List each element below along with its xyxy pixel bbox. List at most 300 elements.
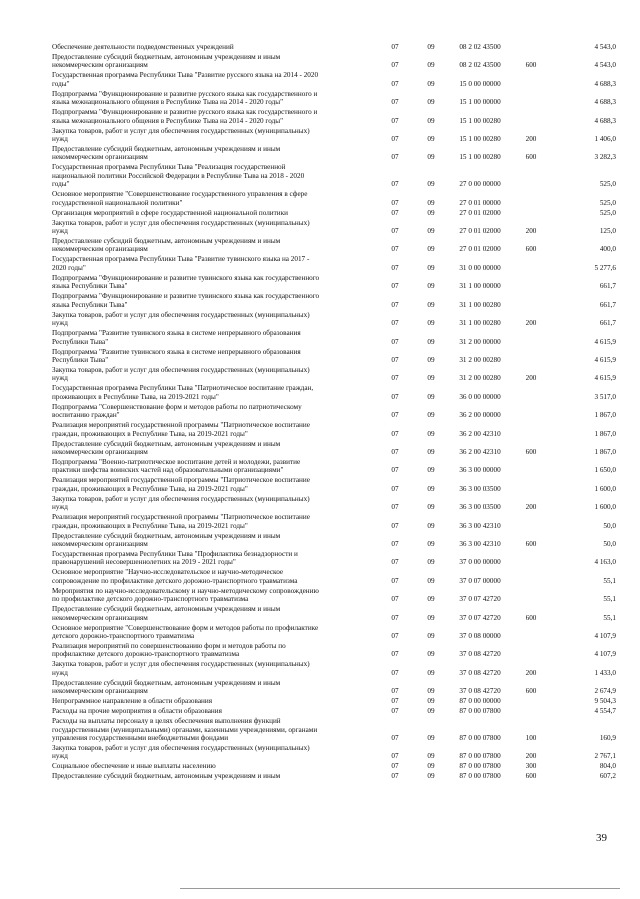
expense-type-cell: [511, 274, 551, 292]
expense-type-cell: [511, 329, 551, 347]
subsection-code-cell: 09: [427, 98, 435, 107]
target-article-cell: 31 2 00 00280: [459, 374, 501, 383]
expense-name-cell: [52, 127, 377, 145]
subsection-code-cell: 09: [427, 752, 435, 761]
amount-cell: 50,0: [603, 521, 616, 530]
subsection-code-cell: 09: [427, 697, 435, 706]
table-row: [52, 458, 616, 476]
section-code-cell: 07: [391, 337, 399, 346]
amount-cell: 55,1: [603, 613, 616, 622]
expense-name-line: Организация мероприятий в сфере государственной национальной политики: [52, 208, 288, 217]
amount-cell: 2 767,1: [594, 752, 616, 761]
expense-name-line: граждан, проживающих в Республике Тыва, на 2019-2021 годы": [52, 429, 248, 438]
expense-name-line: языка Республики Тыва": [52, 300, 128, 309]
expense-name-line: граждан, проживающих в Республике Тыва, на 2019-2021 годы": [52, 484, 248, 493]
target-article-cell: 15 0 00 00000: [459, 79, 501, 88]
expense-name-line: Мероприятия по научно-исследовательскому и научно-методическому сопровождению: [52, 586, 319, 595]
expense-name-cell: [52, 255, 377, 273]
expense-name-line: Закупка товаров, работ и услуг для обеспечения государственных (муниципальных): [52, 218, 310, 227]
section-code-cell: 07: [391, 707, 399, 716]
subsection-code-cell: 09: [427, 558, 435, 567]
amount-cell: 400,0: [599, 245, 616, 254]
expense-name-cell: [52, 421, 377, 439]
amount-cell: 9 504,3: [594, 697, 616, 706]
amount-cell: 1 406,0: [594, 135, 616, 144]
expense-name-cell: [52, 440, 377, 458]
table-row: [52, 642, 616, 660]
target-article-cell: 87 0 00 07800: [459, 762, 501, 771]
expense-name-cell: [52, 145, 377, 163]
expense-name-cell: [52, 348, 377, 366]
subsection-code-cell: 09: [427, 227, 435, 236]
table-row: [52, 237, 616, 255]
subsection-code-cell: 09: [427, 337, 435, 346]
expense-name-line: некоммерческим организациям: [52, 613, 148, 622]
target-article-cell: 31 1 00 00280: [459, 319, 501, 328]
section-code-cell: 07: [391, 392, 399, 401]
table-row: [52, 762, 616, 772]
expense-name-cell: [52, 717, 377, 744]
section-code-cell: 07: [391, 762, 399, 771]
subsection-code-cell: 09: [427, 208, 435, 217]
amount-cell: 1 867,0: [594, 447, 616, 456]
expense-name-cell: [52, 53, 377, 71]
expense-name-line: Предоставление субсидий бюджетным, автономным учреждениям и иным: [52, 772, 281, 781]
budget-table: [52, 43, 616, 782]
subsection-code-cell: 09: [427, 153, 435, 162]
expense-name-cell: [52, 744, 377, 762]
target-article-cell: 31 2 00 00280: [459, 355, 501, 364]
amount-cell: 50,0: [603, 539, 616, 548]
subsection-code-cell: 09: [427, 245, 435, 254]
target-article-cell: 36 2 00 42310: [459, 429, 501, 438]
target-article-cell: 31 2 00 00000: [459, 337, 501, 346]
amount-cell: 1 600,0: [594, 503, 616, 512]
expense-type-cell: 600: [525, 687, 537, 696]
expense-type-cell: [511, 292, 551, 310]
expense-type-cell: 200: [525, 503, 537, 512]
section-code-cell: 07: [391, 734, 399, 743]
expense-name-cell: [52, 624, 377, 642]
expense-type-cell: [511, 550, 551, 568]
expense-name-cell: [52, 532, 377, 550]
expense-type-cell: 200: [525, 135, 537, 144]
expense-name-line: Государственная программа Республики Тыва "Патриотическое воспитание граждан,: [52, 384, 314, 393]
target-article-cell: 36 2 00 42310: [459, 447, 501, 456]
expense-name-line: профилактике детского дорожно-транспортного травматизма: [52, 650, 240, 659]
expense-name-line: Подпрограмма "Военно-патриотическое воспитание детей и молодежи, развитие: [52, 457, 301, 466]
expense-type-cell: 600: [525, 447, 537, 456]
expense-name-cell: [52, 43, 377, 53]
expense-name-cell: [52, 697, 377, 707]
target-article-cell: 87 0 00 00000: [459, 697, 501, 706]
expense-name-line: некоммерческим организациям: [52, 153, 148, 162]
expense-type-cell: 600: [525, 613, 537, 622]
section-code-cell: 07: [391, 300, 399, 309]
section-code-cell: 07: [391, 282, 399, 291]
table-row: [52, 311, 616, 329]
expense-name-line: Подпрограмма "Функционирование и развитие русского языка как государственного и: [52, 108, 318, 117]
expense-name-line: Закупка товаров, работ и услуг для обеспечения государственных (муниципальных): [52, 494, 310, 503]
expense-name-line: Основное мероприятие "Научно-исследовательское и научно-методическое: [52, 568, 284, 577]
table-row: [52, 421, 616, 439]
table-row: [52, 366, 616, 384]
expense-name-cell: [52, 108, 377, 126]
amount-cell: 661,7: [599, 300, 616, 309]
expense-name-cell: [52, 384, 377, 402]
expense-type-cell: 200: [525, 668, 537, 677]
expense-type-cell: [511, 384, 551, 402]
target-article-cell: 36 3 00 03500: [459, 484, 501, 493]
table-row: [52, 219, 616, 237]
expense-name-cell: [52, 679, 377, 697]
table-row: [52, 348, 616, 366]
target-article-cell: 36 2 00 00000: [459, 411, 501, 420]
expense-name-cell: [52, 550, 377, 568]
amount-cell: 4 688,3: [594, 116, 616, 125]
table-row: [52, 163, 616, 190]
expense-name-line: нужд: [52, 752, 68, 761]
amount-cell: 525,0: [599, 180, 616, 189]
table-row: [52, 513, 616, 531]
expense-name-line: Предоставление субсидий бюджетным, автономным учреждениям и иным: [52, 237, 281, 246]
expense-type-cell: 600: [525, 539, 537, 548]
target-article-cell: 37 0 08 42720: [459, 687, 501, 696]
expense-name-line: некоммерческим организациям: [52, 539, 148, 548]
expense-name-cell: [52, 642, 377, 660]
section-code-cell: 07: [391, 374, 399, 383]
subsection-code-cell: 09: [427, 61, 435, 70]
table-row: [52, 744, 616, 762]
amount-cell: 804,0: [599, 762, 616, 771]
expense-name-line: Закупка товаров, работ и услуг для обеспечения государственных (муниципальных): [52, 126, 310, 135]
expense-name-line: некоммерческим организациям: [52, 61, 148, 70]
expense-name-line: Предоставление субсидий бюджетным, автономным учреждениям и иным: [52, 531, 281, 540]
expense-type-cell: 200: [525, 319, 537, 328]
target-article-cell: 87 0 00 07800: [459, 772, 501, 781]
target-article-cell: 15 1 00 00280: [459, 135, 501, 144]
expense-name-line: Предоставление субсидий бюджетным, автономным учреждениям и иным: [52, 605, 281, 614]
expense-name-line: годы": [52, 79, 70, 88]
expense-type-cell: [511, 568, 551, 586]
amount-cell: 4 543,0: [594, 43, 616, 51]
expense-name-cell: [52, 90, 377, 108]
expense-type-cell: [511, 458, 551, 476]
subsection-code-cell: 09: [427, 687, 435, 696]
subsection-code-cell: 09: [427, 484, 435, 493]
expense-name-line: проживающих в Республике Тыва, на 2019-2021 годы": [52, 392, 219, 401]
expense-name-cell: [52, 274, 377, 292]
table-row: [52, 384, 616, 402]
amount-cell: 4 615,9: [594, 355, 616, 364]
table-row: [52, 550, 616, 568]
section-code-cell: 07: [391, 61, 399, 70]
subsection-code-cell: 09: [427, 263, 435, 272]
table-row: [52, 476, 616, 494]
target-article-cell: 27 0 01 02000: [459, 208, 501, 217]
amount-cell: 160,9: [599, 734, 616, 743]
table-row: [52, 679, 616, 697]
target-article-cell: 08 2 02 43500: [459, 43, 501, 51]
target-article-cell: 15 1 00 00280: [459, 153, 501, 162]
target-article-cell: 37 0 07 42720: [459, 613, 501, 622]
section-code-cell: 07: [391, 687, 399, 696]
expense-name-cell: [52, 513, 377, 531]
amount-cell: 4 554,7: [594, 707, 616, 716]
subsection-code-cell: 09: [427, 116, 435, 125]
expense-name-line: нужд: [52, 319, 68, 328]
subsection-code-cell: 09: [427, 521, 435, 530]
expense-name-line: некоммерческим организациям: [52, 245, 148, 254]
expense-type-cell: [511, 697, 551, 707]
target-article-cell: 37 0 08 42720: [459, 668, 501, 677]
expense-name-cell: [52, 587, 377, 605]
subsection-code-cell: 09: [427, 180, 435, 189]
subsection-code-cell: 09: [427, 411, 435, 420]
section-code-cell: 07: [391, 411, 399, 420]
target-article-cell: 36 3 00 42310: [459, 539, 501, 548]
expense-name-line: Государственная программа Республики Тыва "Развитие тувинского языка на 2017 -: [52, 255, 310, 264]
expense-name-line: Предоставление субсидий бюджетным, автономным учреждениям и иным: [52, 678, 281, 687]
expense-name-line: Республики Тыва": [52, 355, 109, 364]
expense-name-cell: [52, 568, 377, 586]
target-article-cell: 31 0 00 00000: [459, 263, 501, 272]
subsection-code-cell: 09: [427, 429, 435, 438]
expense-name-line: Предоставление субсидий бюджетным, автономным учреждениям и иным: [52, 145, 281, 154]
section-code-cell: 07: [391, 355, 399, 364]
expense-type-cell: 600: [525, 245, 537, 254]
expense-type-cell: 600: [525, 153, 537, 162]
expense-name-line: Государственная программа Республики Тыва "Профилактика безнадзорности и: [52, 549, 298, 558]
amount-cell: 1 867,0: [594, 411, 616, 420]
expense-name-cell: [52, 476, 377, 494]
expense-name-line: детского дорожно-транспортного травматизма: [52, 632, 195, 640]
table-row: [52, 71, 616, 89]
section-code-cell: 07: [391, 245, 399, 254]
table-row: [52, 660, 616, 678]
amount-cell: 3 282,3: [594, 153, 616, 162]
expense-name-line: годы": [52, 180, 70, 189]
section-code-cell: 07: [391, 447, 399, 456]
target-article-cell: 36 3 00 42310: [459, 521, 501, 530]
amount-cell: 5 277,6: [594, 263, 616, 272]
expense-name-line: государственной национальной политики": [52, 198, 183, 207]
expense-name-line: Государственная программа Республики Тыва "Развитие русского языка на 2014 - 2020: [52, 71, 319, 80]
amount-cell: 661,7: [599, 282, 616, 291]
expense-name-cell: [52, 707, 377, 717]
section-code-cell: 07: [391, 697, 399, 706]
table-row: [52, 440, 616, 458]
subsection-code-cell: 09: [427, 734, 435, 743]
expense-name-line: Непрограммное направление в области образования: [52, 697, 213, 706]
expense-name-line: управления государственными внебюджетными фондами: [52, 734, 229, 743]
expense-type-cell: 100: [525, 734, 537, 743]
amount-cell: 607,2: [599, 772, 616, 781]
table-row: [52, 717, 616, 744]
expense-name-line: Предоставление субсидий бюджетным, автономным учреждениям и иным: [52, 53, 281, 61]
expense-name-cell: [52, 403, 377, 421]
expense-type-cell: [511, 348, 551, 366]
expense-type-cell: [511, 707, 551, 717]
expense-name-cell: [52, 71, 377, 89]
target-article-cell: 87 0 00 07800: [459, 707, 501, 716]
table-row: [52, 292, 616, 310]
amount-cell: 4 107,9: [594, 632, 616, 640]
amount-cell: 1 600,0: [594, 484, 616, 493]
table-row: [52, 43, 616, 53]
expense-name-cell: [52, 209, 377, 219]
subsection-code-cell: 09: [427, 707, 435, 716]
expense-type-cell: [511, 71, 551, 89]
amount-cell: 4 543,0: [594, 61, 616, 70]
amount-cell: 661,7: [599, 319, 616, 328]
amount-cell: 4 688,3: [594, 79, 616, 88]
subsection-code-cell: 09: [427, 772, 435, 781]
amount-cell: 4 107,9: [594, 650, 616, 659]
section-code-cell: 07: [391, 576, 399, 585]
table-row: [52, 772, 616, 782]
target-article-cell: 15 1 00 00280: [459, 116, 501, 125]
expense-type-cell: [511, 513, 551, 531]
section-code-cell: 07: [391, 466, 399, 475]
subsection-code-cell: 09: [427, 576, 435, 585]
expense-name-line: Обеспечение деятельности подведомственных учреждений: [52, 43, 234, 51]
expense-type-cell: 600: [525, 772, 537, 781]
expense-type-cell: [511, 255, 551, 273]
amount-cell: 3 517,0: [594, 392, 616, 401]
subsection-code-cell: 09: [427, 374, 435, 383]
expense-name-line: воспитанию граждан": [52, 411, 120, 420]
table-row: [52, 605, 616, 623]
expense-type-cell: 200: [525, 374, 537, 383]
target-article-cell: 87 0 00 07800: [459, 734, 501, 743]
section-code-cell: 07: [391, 595, 399, 604]
expense-name-line: Закупка товаров, работ и услуг для обеспечения государственных (муниципальных): [52, 744, 310, 753]
table-row: [52, 697, 616, 707]
table-row: [52, 145, 616, 163]
expense-type-cell: [511, 43, 551, 53]
expense-name-line: нужд: [52, 227, 68, 236]
subsection-code-cell: 09: [427, 300, 435, 309]
expense-type-cell: [511, 403, 551, 421]
section-code-cell: 07: [391, 650, 399, 659]
expense-name-line: Основное мероприятие "Совершенствование государственного управления в сфере: [52, 190, 308, 199]
expense-name-cell: [52, 762, 377, 772]
subsection-code-cell: 09: [427, 762, 435, 771]
expense-name-line: 2020 годы": [52, 263, 86, 272]
expense-name-line: нужд: [52, 135, 68, 144]
section-code-cell: 07: [391, 503, 399, 512]
expense-name-line: национальной политики Российской Федерации в Республике Тыва на 2018 - 2020: [52, 171, 305, 180]
amount-cell: 4 615,9: [594, 337, 616, 346]
expense-type-cell: [511, 421, 551, 439]
amount-cell: 4 163,0: [594, 558, 616, 567]
expense-name-line: Подпрограмма "Функционирование и развитие тувинского языка как государственного: [52, 273, 320, 282]
subsection-code-cell: 09: [427, 447, 435, 456]
subsection-code-cell: 09: [427, 650, 435, 659]
expense-name-cell: [52, 458, 377, 476]
expense-name-line: Реализация мероприятий по совершенствованию форм и методов работы по: [52, 642, 286, 650]
target-article-cell: 37 0 08 00000: [459, 632, 501, 640]
table-row: [52, 209, 616, 219]
expense-name-line: Реализация мероприятий государственной программы "Патриотическое воспитание: [52, 513, 310, 522]
subsection-code-cell: 09: [427, 539, 435, 548]
expense-name-line: нужд: [52, 503, 68, 512]
section-code-cell: 07: [391, 208, 399, 217]
section-code-cell: 07: [391, 319, 399, 328]
target-article-cell: 36 3 00 03500: [459, 503, 501, 512]
expense-name-line: Расходы на выплаты персоналу в целях обеспечения выполнения функций: [52, 717, 281, 726]
expense-name-line: практики шефства воинских частей над образовательными организациями": [52, 466, 284, 475]
expense-type-cell: 600: [525, 61, 537, 70]
target-article-cell: 87 0 00 07800: [459, 752, 501, 761]
expense-name-cell: [52, 163, 377, 190]
target-article-cell: 08 2 02 43500: [459, 61, 501, 70]
amount-cell: 525,0: [599, 208, 616, 217]
expense-type-cell: [511, 163, 551, 190]
target-article-cell: 36 3 00 00000: [459, 466, 501, 475]
section-code-cell: 07: [391, 153, 399, 162]
expense-name-cell: [52, 329, 377, 347]
expense-type-cell: 300: [525, 762, 537, 771]
expense-type-cell: [511, 476, 551, 494]
page-number: 39: [596, 832, 607, 844]
expense-name-line: Закупка товаров, работ и услуг для обеспечения государственных (муниципальных): [52, 365, 310, 374]
expense-name-cell: [52, 605, 377, 623]
expense-name-line: Закупка товаров, работ и услуг для обеспечения государственных (муниципальных): [52, 660, 310, 669]
subsection-code-cell: 09: [427, 613, 435, 622]
expense-name-line: Подпрограмма "Функционирование и развитие русского языка как государственного и: [52, 89, 318, 98]
expense-type-cell: [511, 90, 551, 108]
subsection-code-cell: 09: [427, 198, 435, 207]
section-code-cell: 07: [391, 668, 399, 677]
expense-name-line: сопровождение по профилактике детского дорожно-транспортного травматизма: [52, 576, 298, 585]
subsection-code-cell: 09: [427, 632, 435, 640]
subsection-code-cell: 09: [427, 355, 435, 364]
table-row: [52, 495, 616, 513]
expense-name-line: Подпрограмма "Развитие тувинского языка в системе непрерывного образования: [52, 329, 301, 338]
expense-type-cell: [511, 642, 551, 660]
budget-table-body: [52, 43, 616, 782]
expense-name-line: Государственная программа Республики Тыва "Реализация государственной: [52, 163, 286, 172]
expense-name-line: Основное мероприятие "Совершенствование форм и методов работы по профилактике: [52, 623, 319, 632]
expense-name-cell: [52, 219, 377, 237]
expense-name-line: Подпрограмма "Совершенствование форм и методов работы по патриотическому: [52, 402, 302, 411]
subsection-code-cell: 09: [427, 135, 435, 144]
table-row: [52, 532, 616, 550]
expense-name-line: языка межнационального общения в Республике Тыва на 2014 - 2020 годы": [52, 98, 284, 107]
expense-name-cell: [52, 311, 377, 329]
section-code-cell: 07: [391, 613, 399, 622]
table-row: [52, 707, 616, 717]
expense-type-cell: [511, 587, 551, 605]
target-article-cell: 37 0 07 00000: [459, 576, 501, 585]
expense-name-line: Закупка товаров, работ и услуг для обеспечения государственных (муниципальных): [52, 310, 310, 319]
expense-name-cell: [52, 292, 377, 310]
section-code-cell: 07: [391, 227, 399, 236]
target-article-cell: 37 0 00 00000: [459, 558, 501, 567]
expense-name-line: нужд: [52, 374, 68, 383]
table-row: [52, 127, 616, 145]
target-article-cell: 27 0 01 00000: [459, 198, 501, 207]
subsection-code-cell: 09: [427, 503, 435, 512]
bottom-rule: [180, 888, 620, 889]
expense-name-cell: [52, 772, 377, 782]
subsection-code-cell: 09: [427, 43, 435, 51]
expense-name-cell: [52, 660, 377, 678]
subsection-code-cell: 09: [427, 466, 435, 475]
expense-type-cell: [511, 624, 551, 642]
